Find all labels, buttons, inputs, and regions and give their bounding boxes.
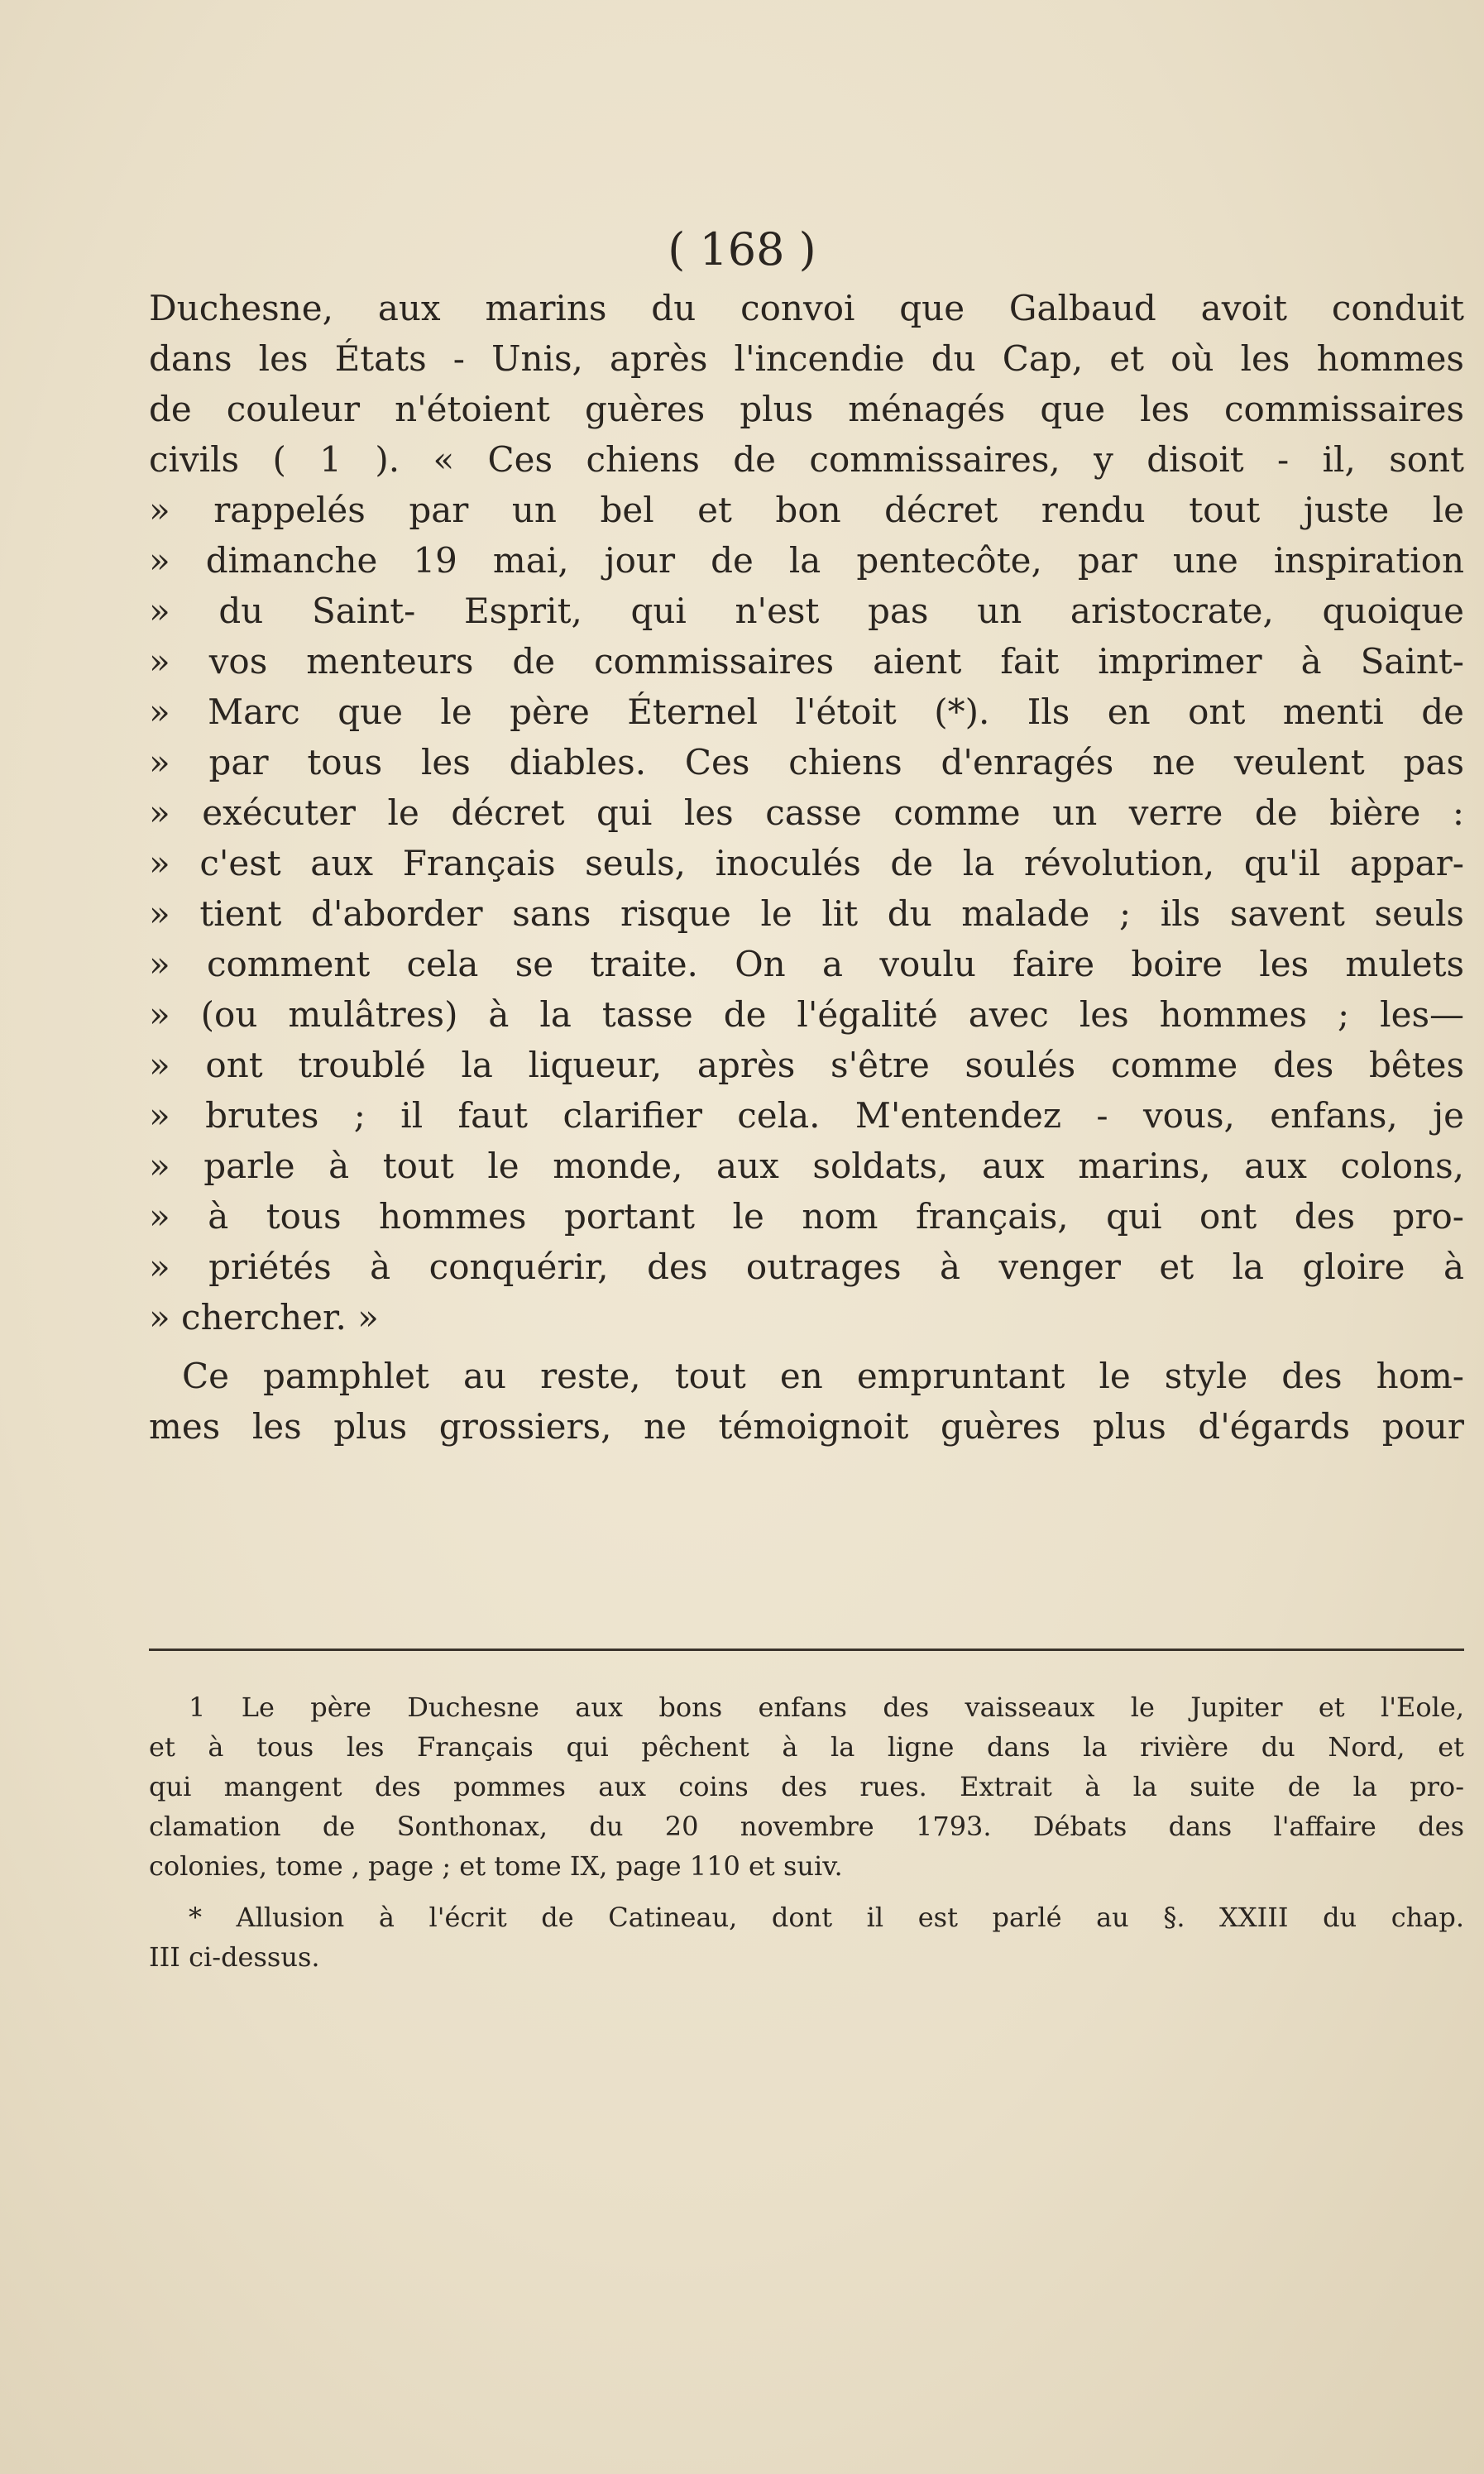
footnote-line: clamation de Sonthonax, du 20 novembre 1793. Débats dans l'affaire des (149, 1811, 1464, 1842)
text-line: » comment cela se traite. On a voulu faire boire les mulets (149, 944, 1464, 984)
text-line: » parle à tout le monde, aux soldats, aux marins, aux colons, (149, 1146, 1464, 1186)
text-line: mes les plus grossiers, ne témoignoit guères plus d'égards pour (149, 1406, 1464, 1447)
text-line: » chercher. » (149, 1297, 379, 1337)
text-line: » tient d'aborder sans risque le lit du malade ; ils savent seuls (149, 893, 1464, 934)
text-line: » Marc que le père Éternel l'étoit (*). Ils en ont menti de (149, 691, 1464, 732)
text-line: de couleur n'étoient guères plus ménagés que les commissaires (149, 389, 1464, 429)
text-line: Ce pamphlet au reste, tout en empruntant le style des hom- (182, 1356, 1464, 1396)
text-line: » (ou mulâtres) à la tasse de l'égalité avec les hommes ; les— (149, 994, 1464, 1035)
text-line: » par tous les diables. Ces chiens d'enragés ne veulent pas (149, 742, 1464, 782)
text-line: Duchesne, aux marins du convoi que Galbaud avoit conduit (149, 288, 1464, 328)
footnotes (149, 1687, 1464, 1977)
footnote-line: 1 Le père Duchesne aux bons enfans des vaisseaux le Jupiter et l'Eole, (189, 1692, 1464, 1723)
paragraph-break (149, 1342, 1464, 1351)
main-text (149, 283, 1464, 1452)
text-line: » du Saint- Esprit, qui n'est pas un aristocrate, quoique (149, 591, 1464, 631)
text-line: » c'est aux Français seuls, inoculés de la révolution, qu'il appar- (149, 843, 1464, 883)
footnote-line: colonies, tome , page ; et tome IX, page 110 et suiv. (149, 1850, 843, 1882)
text-line: » priétés à conquérir, des outrages à venger et la gloire à (149, 1247, 1464, 1287)
footnote-line: III ci-dessus. (149, 1941, 320, 1973)
text-line: » brutes ; il faut clarifier cela. M'entendez - vous, enfans, je (149, 1095, 1464, 1136)
text-line: » exécuter le décret qui les casse comme un verre de bière : (149, 792, 1464, 833)
text-line: » vos menteurs de commissaires aient fait imprimer à Saint- (149, 641, 1464, 682)
page-number: ( 168 ) (668, 223, 816, 275)
footnote-gap (149, 1886, 1464, 1897)
footnote-line: et à tous les Français qui pêchent à la ligne dans la rivière du Nord, et (149, 1731, 1464, 1763)
text-line: » rappelés par un bel et bon décret rendu tout juste le (149, 490, 1464, 530)
text-line: dans les États - Unis, après l'incendie du Cap, et où les hommes (149, 338, 1464, 379)
footnote-line: * Allusion à l'écrit de Catineau, dont il est parlé au §. XXIII du chap. (189, 1902, 1464, 1933)
footnote-divider (149, 1649, 1464, 1651)
text-line: » ont troublé la liqueur, après s'être soulés comme des bêtes (149, 1045, 1464, 1085)
text-line: » à tous hommes portant le nom français, qui ont des pro- (149, 1196, 1464, 1237)
footnote-line: qui mangent des pommes aux coins des rues. Extrait à la suite de la pro- (149, 1771, 1464, 1802)
text-line: » dimanche 19 mai, jour de la pentecôte, par une inspiration (149, 540, 1464, 581)
text-line: civils ( 1 ). « Ces chiens de commissaires, y disoit - il, sont (149, 439, 1464, 480)
